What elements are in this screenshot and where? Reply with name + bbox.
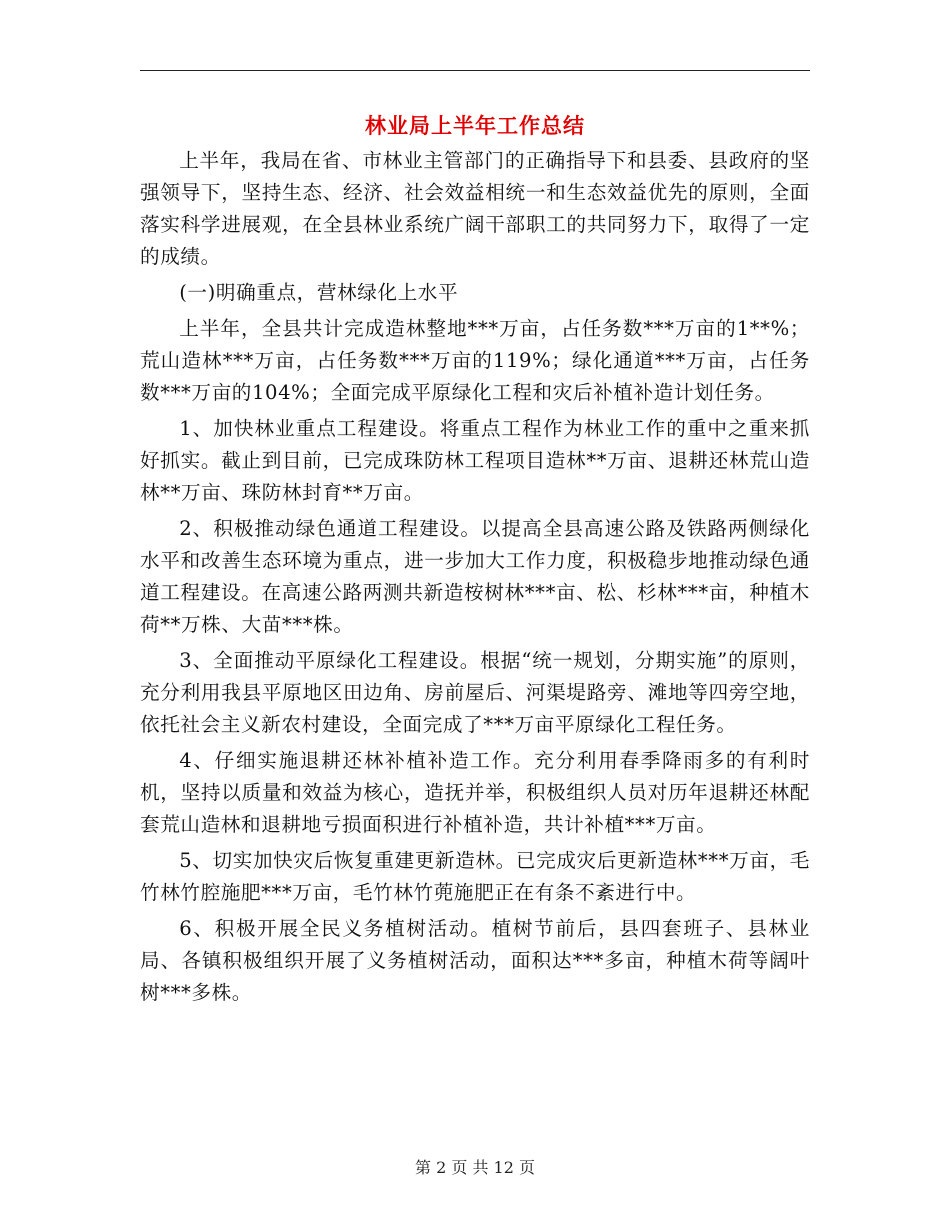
item-paragraph-2: 2、积极推动绿色通道工程建设。以提高全县高速公路及铁路两侧绿化水平和改善生态环境为重点，进一步加大工作力度，积极稳步地推动绿色通道工程建设。在高速公路两测共新造桉树林***亩、松、杉林***亩，种植木荷**万株、大苗***株。 — [140, 517, 810, 636]
header-rule — [140, 70, 810, 71]
item-paragraph-4: 4、仔细实施退耕还林补植补造工作。充分利用春季降雨多的有利时机，坚持以质量和效益为核心，造抚并举，积极组织人员对历年退耕还林配套荒山造林和退耕地亏损面积进行补植补造，共计补植***万亩。 — [140, 749, 810, 836]
item-paragraph-1: 1、加快林业重点工程建设。将重点工程作为林业工作的重中之重来抓好抓实。截止到目前，已完成珠防林工程项目造林**万亩、退耕还林荒山造林**万亩、珠防林封育**万亩。 — [140, 417, 810, 504]
item-paragraph-5: 5、切实加快灾后恢复重建更新造林。已完成灾后更新造林***万亩，毛竹林竹腔施肥***万亩，毛竹林竹蔸施肥正在有条不紊进行中。 — [140, 849, 810, 904]
summary-paragraph: 上半年，全县共计完成造林整地***万亩，占任务数***万亩的1**%；荒山造林***万亩，占任务数***万亩的119%；绿化通道***万亩，占任务数***万亩的104%；全面完成平原绿化工程和灾后补植补造计划任务。 — [140, 317, 810, 404]
item-paragraph-6: 6、积极开展全民义务植树活动。植树节前后，县四套班子、县林业局、各镇积极组织开展了义务植树活动，面积达***多亩，种植木荷等阔叶树***多株。 — [140, 917, 810, 1004]
page-footer — [140, 1155, 810, 1178]
document-title: 林业局上半年工作总结 — [365, 113, 585, 138]
item-paragraph-3: 3、全面推动平原绿化工程建设。根据“统一规划，分期实施”的原则，充分利用我县平原地区田边角、房前屋后、河渠堤路旁、滩地等四旁空地，依托社会主义新农村建设，全面完成了***万亩平原绿化工程任务。 — [140, 649, 810, 736]
document-body — [140, 145, 810, 1013]
intro-paragraph: 上半年，我局在省、市林业主管部门的正确指导下和县委、县政府的坚强领导下，坚持生态、经济、社会效益相统一和生态效益优先的原则，全面落实科学进展观，在全县林业系统广阔干部职工的共同努力下，取得了一定的成绩。 — [140, 149, 810, 268]
page-number-label: 第 2 页 共 12 页 — [415, 1158, 535, 1177]
section-heading: (一)明确重点，营林绿化上水平 — [179, 281, 459, 304]
